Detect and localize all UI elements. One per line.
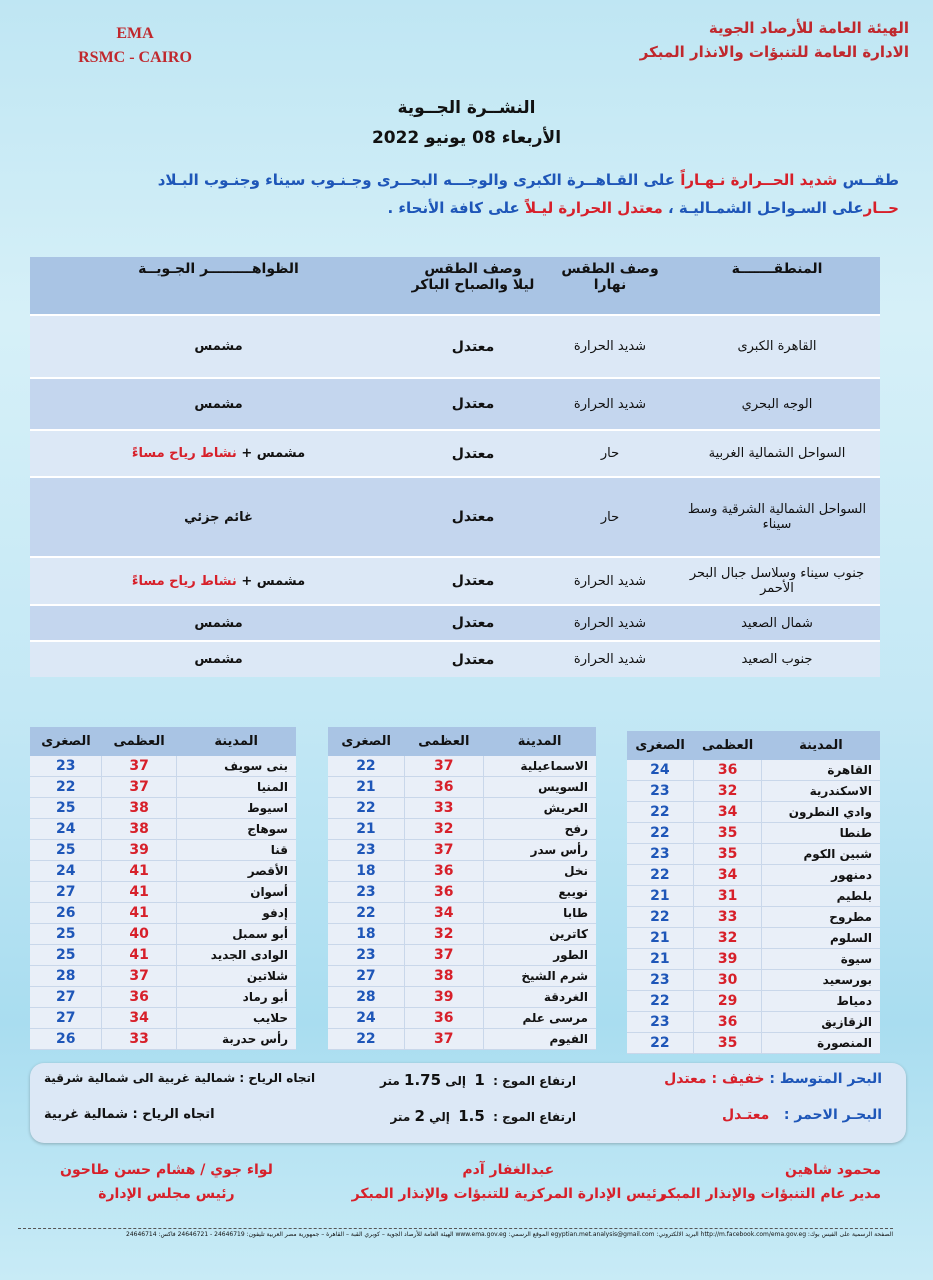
phenomena-extra: نشاط رياح مساءً [131, 446, 237, 461]
city-row [328, 1008, 596, 1029]
city-row [627, 865, 880, 886]
city-header-name: المدينة [176, 727, 296, 756]
city-min-temp: 23 [30, 756, 102, 777]
city-row [30, 924, 296, 945]
city-row [627, 760, 880, 781]
city-name: رفح [483, 819, 596, 840]
city-row [30, 756, 296, 777]
city-header-min: الصغرى [328, 727, 404, 756]
header-en [60, 22, 210, 70]
city-name: قنا [176, 840, 296, 861]
city-row [328, 756, 596, 777]
city-min-temp: 24 [30, 819, 102, 840]
phenomena-main: مشمس + [241, 573, 306, 589]
forecast-night: معتدل [407, 605, 539, 641]
forecast-phenomena [30, 477, 407, 557]
city-name: بورسعيد [762, 970, 880, 991]
city-max-temp: 37 [404, 756, 483, 777]
city-min-temp: 22 [627, 907, 693, 928]
city-name: أبو رماد [176, 987, 296, 1008]
forecast-row [30, 378, 880, 430]
city-header-name: المدينة [483, 727, 596, 756]
forecast-day: شديد الحرارة [539, 378, 681, 430]
sea-red-wind: اتجاه الرياح : شمالية غربية [44, 1107, 215, 1122]
city-header-row [30, 727, 296, 756]
city-min-temp: 21 [328, 777, 404, 798]
city-min-temp: 24 [30, 861, 102, 882]
city-row [627, 1012, 880, 1033]
city-min-temp: 21 [627, 928, 693, 949]
city-max-temp: 34 [693, 802, 762, 823]
forecast-phenomena [30, 315, 407, 378]
sea-red-wave: ارتفاع الموج : 1.5 إلي 2 متر [390, 1107, 576, 1125]
phenomena-main: مشمس + [241, 446, 306, 461]
sea-med-label: البحر المتوسط : خفيف : معتدل [664, 1071, 882, 1087]
city-row [627, 1033, 880, 1054]
forecast-night: معتدل [407, 477, 539, 557]
city-row [30, 966, 296, 987]
forecast-phenomena [30, 378, 407, 430]
city-row [328, 987, 596, 1008]
sea-med-wave: ارتفاع الموج : 1 إلى 1.75 متر [380, 1071, 576, 1089]
city-min-temp: 23 [627, 970, 693, 991]
city-row [627, 844, 880, 865]
city-header-row [627, 731, 880, 760]
city-min-temp: 22 [328, 756, 404, 777]
forecast-row [30, 315, 880, 378]
sea-row-mediterranean [30, 1071, 906, 1101]
city-name: رأس سدر [483, 840, 596, 861]
city-row [627, 928, 880, 949]
forecast-region: السواحل الشمالية الغربية [681, 430, 880, 477]
forecast-night: معتدل [407, 378, 539, 430]
forecast-day: حار [539, 430, 681, 477]
header-en-line2: RSMC - CAIRO [78, 49, 192, 66]
city-min-temp: 25 [30, 840, 102, 861]
city-min-temp: 23 [328, 945, 404, 966]
city-min-temp: 28 [30, 966, 102, 987]
city-max-temp: 41 [102, 945, 176, 966]
city-max-temp: 36 [404, 861, 483, 882]
city-min-temp: 22 [627, 823, 693, 844]
summary-l1-b: شديد الحــرارة نـهـاراً [680, 171, 838, 189]
city-min-temp: 23 [627, 781, 693, 802]
city-row [328, 798, 596, 819]
forecast-region: شمال الصعيد [681, 605, 880, 641]
city-name: الغردقة [483, 987, 596, 1008]
city-min-temp: 27 [30, 882, 102, 903]
forecast-day: حار [539, 477, 681, 557]
city-row [30, 861, 296, 882]
city-min-temp: 25 [30, 924, 102, 945]
city-name: دمنهور [762, 865, 880, 886]
city-min-temp: 22 [627, 991, 693, 1012]
city-row [328, 924, 596, 945]
city-row [627, 949, 880, 970]
sea-row-red [30, 1107, 906, 1137]
city-min-temp: 26 [30, 903, 102, 924]
city-min-temp: 21 [627, 886, 693, 907]
city-name: وادي النطرون [762, 802, 880, 823]
city-header-min: الصغرى [30, 727, 102, 756]
city-name: الاسماعيلية [483, 756, 596, 777]
forecast-row [30, 641, 880, 677]
city-name: الطور [483, 945, 596, 966]
city-max-temp: 37 [102, 777, 176, 798]
city-min-temp: 22 [328, 1029, 404, 1050]
city-table-left [30, 727, 296, 1050]
signature-2 [352, 1158, 665, 1206]
city-name: طابا [483, 903, 596, 924]
city-row [627, 802, 880, 823]
city-row [30, 987, 296, 1008]
forecast-day: شديد الحرارة [539, 605, 681, 641]
city-max-temp: 41 [102, 903, 176, 924]
sea-med-state: خفيف : معتدل [664, 1071, 765, 1087]
sea-med-wind: اتجاه الرياح : شمالية غربية الى شمالية شرقية [44, 1071, 316, 1085]
header-night-1: وصف الطقس [424, 261, 522, 277]
summary-line1 [18, 166, 899, 194]
city-name: كاترين [483, 924, 596, 945]
city-name: رأس حدربة [176, 1029, 296, 1050]
forecast-phenomena [30, 430, 407, 477]
city-min-temp: 18 [328, 861, 404, 882]
city-min-temp: 28 [328, 987, 404, 1008]
forecast-night: معتدل [407, 557, 539, 605]
city-max-temp: 36 [693, 1012, 762, 1033]
city-name: مطروح [762, 907, 880, 928]
city-max-temp: 36 [693, 760, 762, 781]
summary-l1-c: على القـاهــرة الكبرى والوجـــه البحــرى وجـنـوب سيناء وجنـوب البـلاد [157, 171, 675, 189]
city-min-temp: 22 [627, 865, 693, 886]
city-max-temp: 36 [404, 777, 483, 798]
city-row [328, 945, 596, 966]
forecast-region: الوجه البحري [681, 378, 880, 430]
city-row [30, 1029, 296, 1050]
city-row [328, 1029, 596, 1050]
city-header-max: العظمى [693, 731, 762, 760]
city-name: طنطا [762, 823, 880, 844]
city-name: نويبع [483, 882, 596, 903]
city-row [627, 781, 880, 802]
city-name: شلاتين [176, 966, 296, 987]
city-name: القاهرة [762, 760, 880, 781]
forecast-region: جنوب الصعيد [681, 641, 880, 677]
city-max-temp: 41 [102, 882, 176, 903]
city-max-temp: 34 [404, 903, 483, 924]
city-row [328, 903, 596, 924]
city-row [30, 945, 296, 966]
city-min-temp: 22 [328, 798, 404, 819]
forecast-row [30, 477, 880, 557]
city-row [30, 840, 296, 861]
header-en-line1: EMA [116, 25, 154, 42]
city-header-max: العظمى [102, 727, 176, 756]
city-row [627, 991, 880, 1012]
city-name: اسيوط [176, 798, 296, 819]
forecast-region: جنوب سيناء وسلاسل جبال البحر الأحمر [681, 557, 880, 605]
summary-l2-d: على كافة الأنحاء . [387, 199, 520, 217]
city-row [627, 823, 880, 844]
city-name: نخل [483, 861, 596, 882]
city-name: الاسكندرية [762, 781, 880, 802]
city-row [328, 966, 596, 987]
city-max-temp: 30 [693, 970, 762, 991]
city-table-middle [328, 727, 596, 1050]
city-header-name: المدينة [762, 731, 880, 760]
city-row [328, 819, 596, 840]
city-row [328, 840, 596, 861]
city-max-temp: 36 [102, 987, 176, 1008]
phenomena-main: مشمس [194, 339, 243, 354]
forecast-phenomena [30, 557, 407, 605]
city-row [627, 970, 880, 991]
city-row [328, 882, 596, 903]
city-max-temp: 32 [404, 924, 483, 945]
phenomena-main: مشمس [194, 396, 243, 412]
city-row [30, 819, 296, 840]
city-name: شرم الشيخ [483, 966, 596, 987]
signature-3 [60, 1158, 273, 1206]
city-max-temp: 37 [102, 966, 176, 987]
city-row [627, 907, 880, 928]
forecast-night: معتدل [407, 315, 539, 378]
city-max-temp: 35 [693, 823, 762, 844]
summary-l2-c: معتدل الحرارة ليـلاً [524, 199, 663, 217]
header-day-2: نهارا [593, 277, 627, 293]
header-night-2: ليلا والصباح الباكر [411, 277, 535, 293]
city-min-temp: 23 [328, 882, 404, 903]
phenomena-main: غائم جزئي [184, 509, 253, 525]
city-name: سيوة [762, 949, 880, 970]
city-max-temp: 40 [102, 924, 176, 945]
city-max-temp: 35 [693, 844, 762, 865]
city-name: بنى سويف [176, 756, 296, 777]
forecast-row [30, 605, 880, 641]
city-max-temp: 33 [102, 1029, 176, 1050]
forecast-night: معتدل [407, 641, 539, 677]
city-min-temp: 18 [328, 924, 404, 945]
city-row [30, 903, 296, 924]
bulletin-title: النشــرة الجــوية [397, 98, 536, 118]
signature-1-title: مدير عام التنبؤات والإنذار المبكر [658, 1186, 881, 1202]
city-row [328, 777, 596, 798]
city-min-temp: 27 [328, 966, 404, 987]
header-ar-line2: الادارة العامة للتنبؤات والانذار المبكر [639, 43, 909, 61]
city-min-temp: 26 [30, 1029, 102, 1050]
city-max-temp: 36 [404, 882, 483, 903]
header-ar [640, 16, 909, 64]
phenomena-extra: نشاط رياح مساءً [131, 573, 237, 589]
city-min-temp: 22 [328, 903, 404, 924]
city-row [30, 798, 296, 819]
city-name: سوهاج [176, 819, 296, 840]
city-max-temp: 34 [102, 1008, 176, 1029]
city-max-temp: 39 [693, 949, 762, 970]
forecast-day: شديد الحرارة [539, 641, 681, 677]
signature-2-title: رئيس الإدارة المركزية للتنبؤات والإنذار المبكر [351, 1186, 665, 1202]
forecast-phenomena [30, 641, 407, 677]
city-max-temp: 32 [404, 819, 483, 840]
city-name: السلوم [762, 928, 880, 949]
city-name: السويس [483, 777, 596, 798]
city-name: المنيا [176, 777, 296, 798]
city-name: العريش [483, 798, 596, 819]
summary-l1-a: طقــس [842, 171, 899, 189]
phenomena-main: مشمس [194, 615, 243, 631]
city-row [328, 861, 596, 882]
city-min-temp: 25 [30, 945, 102, 966]
summary-line2 [18, 194, 899, 222]
phenomena-main: مشمس [194, 652, 243, 667]
forecast-table [30, 257, 880, 677]
signature-3-title: رئيس مجلس الإدارة [98, 1186, 235, 1202]
city-min-temp: 23 [328, 840, 404, 861]
city-name: الوادى الجديد [176, 945, 296, 966]
city-row [30, 777, 296, 798]
city-max-temp: 33 [404, 798, 483, 819]
forecast-day: شديد الحرارة [539, 557, 681, 605]
city-max-temp: 41 [102, 861, 176, 882]
city-min-temp: 27 [30, 1008, 102, 1029]
signature-3-name: لواء جوي / هشام حسن طاحون [60, 1162, 273, 1178]
city-max-temp: 37 [404, 1029, 483, 1050]
city-name: حلايب [176, 1008, 296, 1029]
header-region: المنطقـــــــة [681, 257, 880, 315]
city-max-temp: 32 [693, 928, 762, 949]
forecast-night: معتدل [407, 430, 539, 477]
city-min-temp: 21 [627, 949, 693, 970]
forecast-phenomena [30, 605, 407, 641]
bulletin-date: الأربعاء 08 يونيو 2022 [371, 128, 562, 148]
city-min-temp: 23 [627, 1012, 693, 1033]
forecast-row [30, 557, 880, 605]
header-day [539, 257, 681, 315]
city-max-temp: 39 [102, 840, 176, 861]
city-max-temp: 34 [693, 865, 762, 886]
city-max-temp: 35 [693, 1033, 762, 1054]
forecast-row [30, 430, 880, 477]
header-phenomena: الظواهـــــــــر الجـويــة [30, 257, 407, 315]
sea-state-box [30, 1063, 906, 1143]
city-max-temp: 31 [693, 886, 762, 907]
sea-red-state: معتـدل [721, 1107, 770, 1123]
city-name: بلطيم [762, 886, 880, 907]
summary [18, 166, 899, 222]
city-min-temp: 24 [328, 1008, 404, 1029]
city-name: أبو سمبل [176, 924, 296, 945]
city-name: الزقازيق [762, 1012, 880, 1033]
city-max-temp: 33 [693, 907, 762, 928]
city-max-temp: 37 [102, 756, 176, 777]
city-name: الأقصر [176, 861, 296, 882]
city-row [30, 1008, 296, 1029]
summary-l2-a: حــار [863, 199, 899, 217]
city-header-row [328, 727, 596, 756]
header-day-1: وصف الطقس [561, 261, 659, 277]
city-max-temp: 29 [693, 991, 762, 1012]
signature-2-name: عبدالغفار آدم [462, 1162, 555, 1178]
city-min-temp: 24 [627, 760, 693, 781]
city-max-temp: 37 [404, 840, 483, 861]
city-min-temp: 25 [30, 798, 102, 819]
city-min-temp: 27 [30, 987, 102, 1008]
header-ar-line1: الهيئة العامة للأرصاد الجوية [708, 19, 909, 37]
forecast-header-row [30, 257, 880, 315]
city-min-temp: 22 [627, 1033, 693, 1054]
city-name: مرسى علم [483, 1008, 596, 1029]
city-max-temp: 38 [102, 819, 176, 840]
city-table-right [627, 731, 880, 1054]
sea-red-label: البحـر الاحمر : معتـدل [721, 1107, 882, 1123]
city-max-temp: 32 [693, 781, 762, 802]
city-max-temp: 36 [404, 1008, 483, 1029]
city-max-temp: 37 [404, 945, 483, 966]
forecast-day: شديد الحرارة [539, 315, 681, 378]
forecast-region: السواحل الشمالية الشرقية وسط سيناء [681, 477, 880, 557]
city-header-max: العظمى [404, 727, 483, 756]
city-row [30, 882, 296, 903]
footer-contact: الصفحة الرسمية على الفيس بوك: http://m.facebook.com/ema.gov.eg البريد الالكتروني: egyptian.met.analysis@gmail.com الموقع الرسمي: www.ema.gov.eg الهيئة العامة للأرصاد الجوية – كوبري القبة – القاهرة – جمهورية مصر العربية تليفون: 24646719 - 24646721 فاكس: 24646714 [18, 1228, 893, 1238]
city-max-temp: 39 [404, 987, 483, 1008]
signature-1-name: محمود شاهين [784, 1162, 881, 1178]
city-min-temp: 21 [328, 819, 404, 840]
header-night [407, 257, 539, 315]
city-name: المنصورة [762, 1033, 880, 1054]
city-row [627, 886, 880, 907]
summary-l2-b: على السـواحل الشمـاليـة ، [668, 199, 864, 217]
city-name: أسوان [176, 882, 296, 903]
city-name: الفيوم [483, 1029, 596, 1050]
city-min-temp: 22 [30, 777, 102, 798]
city-min-temp: 22 [627, 802, 693, 823]
city-name: إدفو [176, 903, 296, 924]
city-name: شبين الكوم [762, 844, 880, 865]
city-min-temp: 23 [627, 844, 693, 865]
city-header-min: الصغرى [627, 731, 693, 760]
city-max-temp: 38 [404, 966, 483, 987]
signature-1 [659, 1158, 881, 1206]
city-name: دمياط [762, 991, 880, 1012]
forecast-region: القاهرة الكبرى [681, 315, 880, 378]
city-max-temp: 38 [102, 798, 176, 819]
